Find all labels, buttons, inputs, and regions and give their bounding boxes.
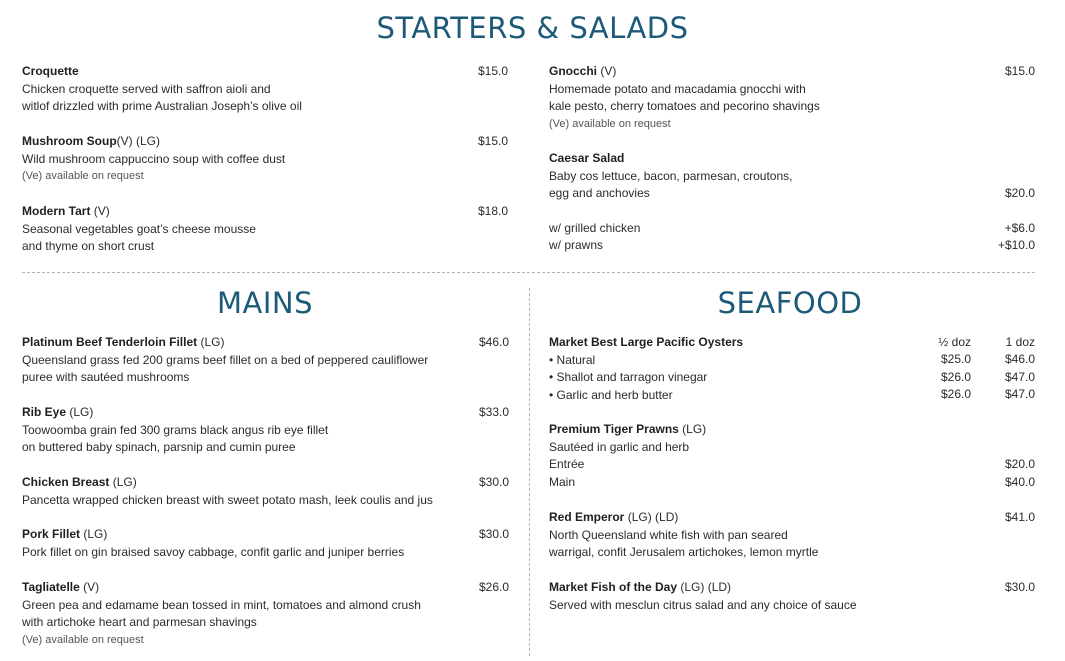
item-price: $41.0 <box>1004 510 1035 524</box>
item-description: Chicken croquette served with saffron aioli and <box>22 81 271 96</box>
dietary-tags: (V) (LG) <box>116 134 161 148</box>
menu-item-pork-fillet <box>22 526 404 561</box>
item-description: Toowoomba grain fed 300 grams black angus rib eye fillet <box>22 422 329 437</box>
item-price: $30.0 <box>478 527 509 541</box>
item-price: $33.0 <box>478 405 509 419</box>
dietary-tags: (V) <box>83 580 100 594</box>
seafood-section-title: SEAFOOD <box>717 286 863 320</box>
item-name: Market Fish of the Day <box>549 580 678 594</box>
item-price: $30.0 <box>1004 580 1035 594</box>
menu-item-modern-tart <box>22 203 256 256</box>
menu-item-oysters <box>549 334 743 404</box>
item-description: Green pea and edamame bean tossed in mint, tomatoes and almond crush <box>22 597 421 612</box>
item-description: on buttered baby spinach, parsnip and cumin puree <box>22 440 296 454</box>
dietary-note: (Ve) available on request <box>22 170 144 182</box>
item-description: Wild mushroom cappuccino soup with coffee dust <box>22 151 286 166</box>
half-dozen-header: ½ doz <box>938 335 971 349</box>
item-description: Seasonal vegetables goat’s cheese mousse <box>22 221 256 236</box>
item-description: and thyme on short crust <box>22 239 155 253</box>
item-name: Mushroom Soup <box>22 134 117 148</box>
item-name: Modern Tart <box>22 204 91 218</box>
item-name: Platinum Beef Tenderloin Fillet <box>22 335 198 349</box>
oyster-option: • Garlic and herb butter <box>549 387 673 402</box>
item-name: Tagliatelle <box>22 580 80 594</box>
half-dozen-price: $25.0 <box>940 352 971 366</box>
mains-section-title: MAINS <box>216 286 313 320</box>
item-description: witlof drizzled with prime Australian Joseph’s olive oil <box>22 99 302 113</box>
dietary-tags: (LG) (LD) <box>627 510 679 524</box>
section-divider <box>22 272 1035 273</box>
menu-item-beef-fillet <box>22 334 428 387</box>
item-name: Rib Eye <box>22 405 67 419</box>
menu-item-tagliatelle <box>22 579 421 649</box>
item-description: North Queensland white fish with pan seared <box>549 527 788 542</box>
item-price: $15.0 <box>477 134 508 148</box>
item-description: Queensland grass fed 200 grams beef fillet on a bed of peppered cauliflower <box>22 352 429 367</box>
menu-item-croquette <box>22 63 302 116</box>
addon-option: w/ grilled chicken <box>549 220 641 235</box>
main-price: $40.0 <box>1004 475 1035 489</box>
item-description: Homemade potato and macadamia gnocchi with <box>549 81 806 96</box>
dietary-tags: (LG) <box>83 527 108 541</box>
item-name: Croquette <box>22 64 79 78</box>
dietary-tags: (LG) <box>682 422 707 436</box>
item-description: Baby cos lettuce, bacon, parmesan, croutons, <box>549 168 793 183</box>
oyster-option: • Natural <box>549 352 596 367</box>
entree-price: $20.0 <box>1004 457 1035 471</box>
dietary-tags: (V) <box>93 204 110 218</box>
item-name: Market Best Large Pacific Oysters <box>549 335 744 349</box>
dietary-note: (Ve) available on request <box>22 633 144 646</box>
item-price: $20.0 <box>1004 186 1035 200</box>
item-price: $46.0 <box>478 335 509 349</box>
item-description: Pancetta wrapped chicken breast with sweet potato mash, leek coulis and jus <box>22 492 433 507</box>
item-price: $26.0 <box>478 580 509 594</box>
dietary-note: (Ve) available on request <box>549 117 671 130</box>
menu-item-mushroom-soup <box>22 133 285 186</box>
menu-item-caesar-salad <box>549 150 792 255</box>
dietary-tags: (V) <box>600 64 617 78</box>
item-description: egg and anchovies <box>549 186 650 200</box>
item-name: Caesar Salad <box>549 151 625 165</box>
item-name: Gnocchi <box>549 64 598 78</box>
menu-item-chicken-breast <box>22 474 433 509</box>
dietary-tags: (LG) <box>112 475 137 489</box>
dozen-price: $47.0 <box>1004 387 1035 401</box>
addon-price: +$10.0 <box>997 238 1035 252</box>
dozen-header: 1 doz <box>1005 335 1035 349</box>
size-option: Entrée <box>549 457 585 471</box>
dietary-tags: (LG) (LD) <box>680 580 732 594</box>
dozen-price: $46.0 <box>1004 352 1035 366</box>
menu-item-red-emperor <box>549 509 818 562</box>
item-description: Sautéed in garlic and herb <box>549 439 690 454</box>
menu-item-gnocchi <box>549 63 820 133</box>
item-description: with artichoke heart and parmesan shavings <box>22 615 257 629</box>
item-name: Pork Fillet <box>22 527 81 541</box>
menu-item-market-fish <box>549 579 857 614</box>
size-option: Main <box>549 474 576 489</box>
item-name: Premium Tiger Prawns <box>549 422 679 436</box>
item-description: warrigal, confit Jerusalem artichokes, lemon myrtle <box>549 545 819 559</box>
dozen-price: $47.0 <box>1004 370 1035 384</box>
half-dozen-price: $26.0 <box>940 387 971 401</box>
menu-item-tiger-prawns <box>549 421 706 491</box>
item-price: $15.0 <box>1004 64 1035 78</box>
half-dozen-price: $26.0 <box>940 370 971 384</box>
item-description: kale pesto, cherry tomatoes and pecorino shavings <box>549 99 820 113</box>
item-description: Served with mesclun citrus salad and any choice of sauce <box>549 597 857 612</box>
item-description: Pork fillet on gin braised savoy cabbage, confit garlic and juniper berries <box>22 544 405 559</box>
starters-section-title: STARTERS & SALADS <box>376 11 689 45</box>
item-price: $15.0 <box>477 64 508 78</box>
addon-price: +$6.0 <box>1004 221 1035 235</box>
item-price: $18.0 <box>477 204 508 218</box>
item-name: Chicken Breast <box>22 475 110 489</box>
menu-item-rib-eye <box>22 404 328 457</box>
addon-option: w/ prawns <box>549 238 604 252</box>
column-divider <box>529 288 530 656</box>
item-price: $30.0 <box>478 475 509 489</box>
dietary-tags: (LG) <box>200 335 225 349</box>
dietary-tags: (LG) <box>69 405 94 419</box>
item-description: puree with sautéed mushrooms <box>22 370 190 384</box>
oyster-option: • Shallot and tarragon vinegar <box>549 370 708 384</box>
item-name: Red Emperor <box>549 510 625 524</box>
